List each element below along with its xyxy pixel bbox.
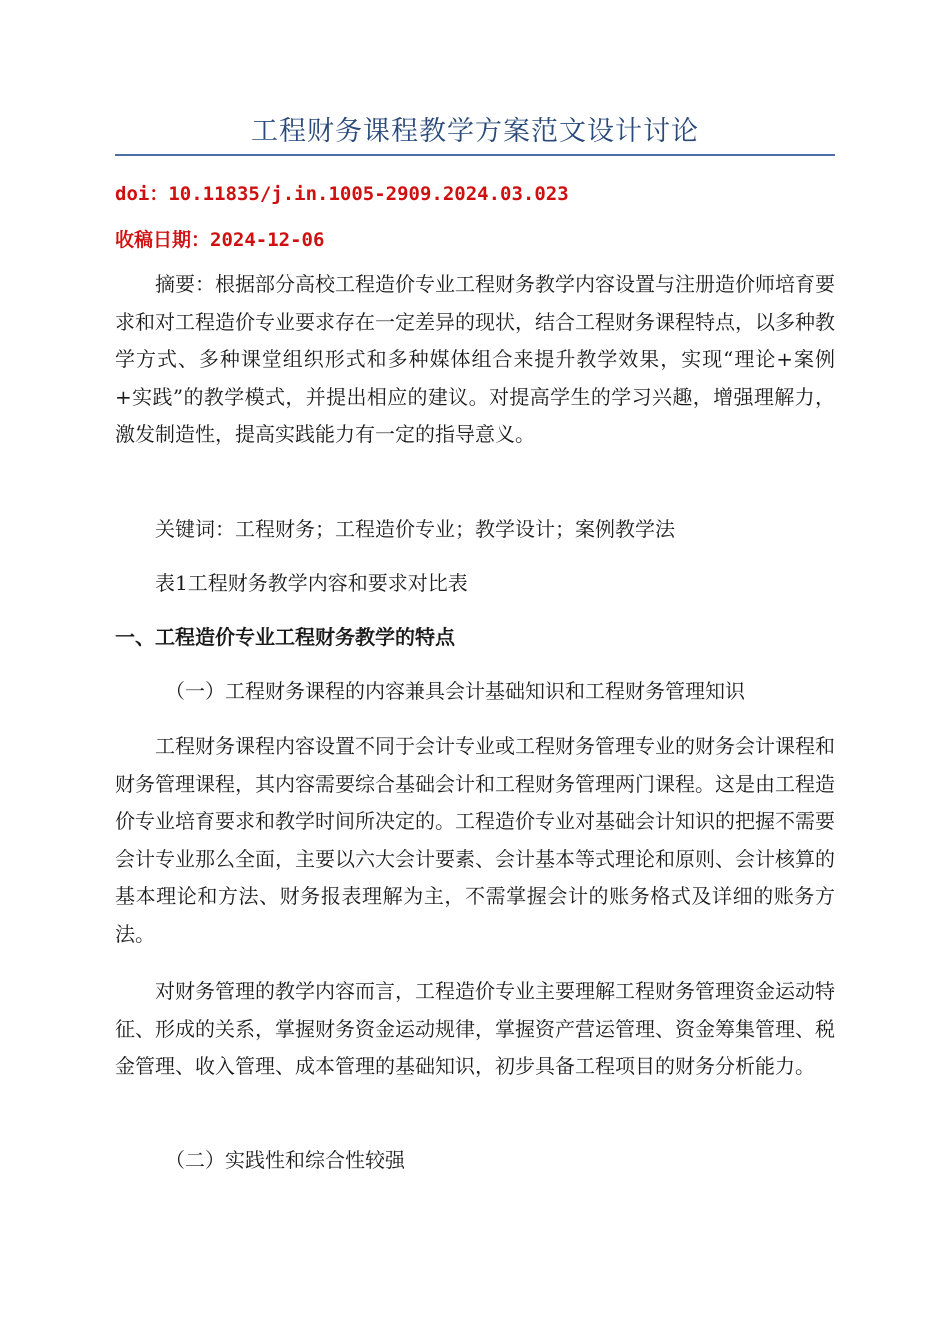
keywords-line: 关键词：工程财务；工程造价专业；教学设计；案例教学法 bbox=[155, 517, 675, 541]
abstract-paragraph: 摘要：根据部分高校工程造价专业工程财务教学内容设置与注册造价师培育要求和对工程造价专业要求存在一定差异的现状，结合工程财务课程特点，以多种教学方式、多种课堂组织形式和多种媒体组合来提升教学效果，实现“理论+案例+实践”的教学模式，并提出相应的建议。对提高学生的学习兴趣，增强理解力，激发制造性，提高实践能力有一定的指导意义。 bbox=[115, 272, 835, 446]
doi-line: doi：10.11835/j.in.1005-2909.2024.03.023 bbox=[115, 183, 569, 205]
subsection-heading-2: （二）实践性和综合性较强 bbox=[165, 1148, 405, 1172]
table-caption: 表1工程财务教学内容和要求对比表 bbox=[155, 571, 468, 595]
received-date: 收稿日期：2024-12-06 bbox=[115, 229, 325, 251]
page-title: 工程财务课程教学方案范文设计讨论 bbox=[251, 116, 699, 147]
section-heading: 一、工程造价专业工程财务教学的特点 bbox=[115, 625, 455, 649]
body-paragraph-1: 工程财务课程内容设置不同于会计专业或工程财务管理专业的财务会计课程和财务管理课程，其内容需要综合基础会计和工程财务管理两门课程。这是由工程造价专业培育要求和教学时间所决定的。工程造价专业对基础会计知识的把握不需要会计专业那么全面，主要以六大会计要素、会计基本等式理论和原则、会计核算的基本理论和方法、财务报表理解为主，不需掌握会计的账务格式及详细的账务方法。 bbox=[115, 734, 835, 946]
subsection-heading-1: （一）工程财务课程的内容兼具会计基础知识和工程财务管理知识 bbox=[165, 679, 745, 703]
body-paragraph-2: 对财务管理的教学内容而言，工程造价专业主要理解工程财务管理资金运动特征、形成的关系，掌握财务资金运动规律，掌握资产营运管理、资金筹集管理、税金管理、收入管理、成本管理的基础知识，初步具备工程项目的财务分析能力。 bbox=[115, 979, 835, 1078]
title-divider bbox=[115, 154, 835, 156]
